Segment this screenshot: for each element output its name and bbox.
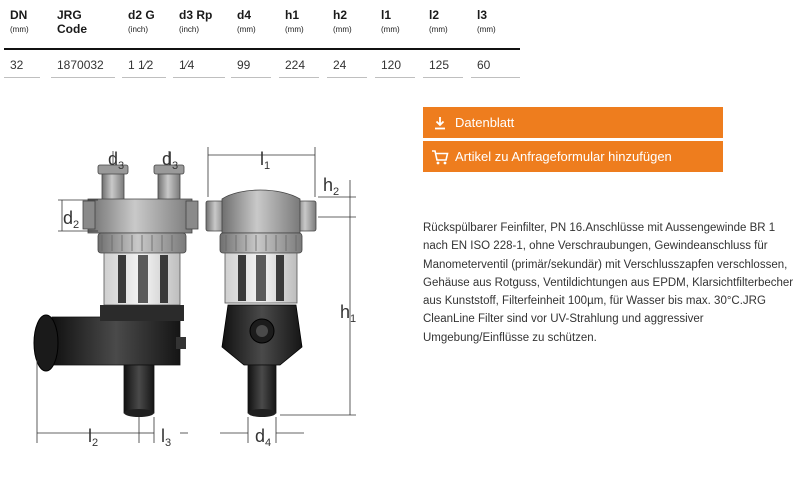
col-header-jrg-code	[57, 8, 87, 36]
dim-label-d3-left: $d_3$	[108, 149, 125, 172]
cell-l1: 120	[381, 58, 402, 72]
datasheet-button-label: Datenblatt	[455, 115, 515, 130]
header-unit: (mm)	[333, 25, 352, 34]
header-unit: (mm)	[381, 25, 400, 34]
header-label: d4	[237, 8, 252, 22]
header-label: d2 G	[128, 8, 155, 22]
dim-label-h2: $h_2$	[323, 175, 340, 198]
header-unit: (inch)	[179, 25, 200, 34]
col-header-l2	[429, 8, 448, 36]
header-label: h2	[333, 8, 348, 22]
col-header-l1	[381, 8, 400, 36]
cell-h1: 224	[285, 58, 306, 72]
col-header-h2	[333, 8, 352, 36]
col-header-d4	[237, 8, 256, 36]
row-divider	[279, 77, 319, 78]
download-icon	[431, 114, 449, 132]
row-divider	[231, 77, 271, 78]
spec-table	[0, 8, 520, 80]
cell-d3: 1⁄4	[179, 58, 195, 72]
col-header-h1	[285, 8, 304, 36]
dim-label-l3: $l_3$	[161, 426, 172, 449]
cart-icon	[431, 148, 449, 166]
product-description: Rückspülbarer Feinfilter, PN 16.Anschlüsse mit Aussengewinde BR 1 nach EN ISO 228-1, ohne Verschraubungen, Gewindeanschluss für Manometerventil (primär/sekundär) mit Verschlusszapfen verschlossen, Gehäuse aus Rotguss, Ventildichtungen aus EPDM, Klarsichtfilterbecher aus Kunststoff, Filterfeinheit 100µm, für Wasser bis max. 30°C.JRG CleanLine Filter sind vor UV-Strahlung und aggressiver Umgebung/Einflüsse zu schützen.	[423, 222, 794, 344]
row-divider	[423, 77, 463, 78]
header-label: JRG	[57, 8, 82, 22]
row-divider	[173, 77, 225, 78]
header-label: l3	[477, 8, 488, 22]
header-label: l2	[429, 8, 440, 22]
header-unit: (mm)	[237, 25, 256, 34]
dim-label-l2: $l_2$	[88, 426, 99, 449]
table-row	[0, 50, 520, 80]
row-divider	[375, 77, 415, 78]
header-unit: (mm)	[10, 25, 29, 34]
row-divider	[4, 77, 40, 78]
col-header-dn	[10, 8, 29, 36]
dim-label-d3-right: $d_3$	[162, 149, 179, 172]
col-header-d3	[179, 8, 212, 36]
header-label: DN	[10, 8, 28, 22]
header-unit: (mm)	[477, 25, 496, 34]
header-unit: (inch)	[128, 25, 149, 34]
header-label: l1	[381, 8, 392, 22]
cell-l3: 60	[477, 58, 491, 72]
cell-d2: 1 1⁄2	[128, 58, 154, 72]
cell-h2: 24	[333, 58, 347, 72]
product-technical-drawing	[0, 125, 380, 455]
add-to-request-button-label: Artikel zu Anfrageformular hinzufügen	[455, 149, 672, 164]
header-sub: Code	[57, 22, 87, 36]
header-label: d3 Rp	[179, 8, 213, 22]
row-divider	[327, 77, 367, 78]
cell-dn: 32	[10, 58, 24, 72]
cell-d4: 99	[237, 58, 251, 72]
header-unit: (mm)	[429, 25, 448, 34]
dim-label-d2: $d_2$	[63, 208, 80, 231]
filter-front-view	[34, 149, 198, 449]
add-to-request-button[interactable]	[423, 141, 723, 172]
col-header-d2	[128, 8, 155, 36]
datasheet-button[interactable]	[423, 107, 723, 138]
row-divider	[471, 77, 520, 78]
cell-l2: 125	[429, 58, 450, 72]
cell-jrg-code: 1870032	[57, 58, 104, 72]
filter-side-view	[206, 147, 356, 449]
dim-label-d4: $d_4$	[255, 426, 272, 449]
row-divider	[122, 77, 166, 78]
dim-label-h1: $h_1$	[340, 302, 357, 325]
dim-label-l1: $l_1$	[260, 149, 271, 172]
spec-table-header	[0, 8, 520, 50]
header-unit: (mm)	[285, 25, 304, 34]
row-divider	[51, 77, 115, 78]
header-label: h1	[285, 8, 300, 22]
col-header-l3	[477, 8, 496, 36]
